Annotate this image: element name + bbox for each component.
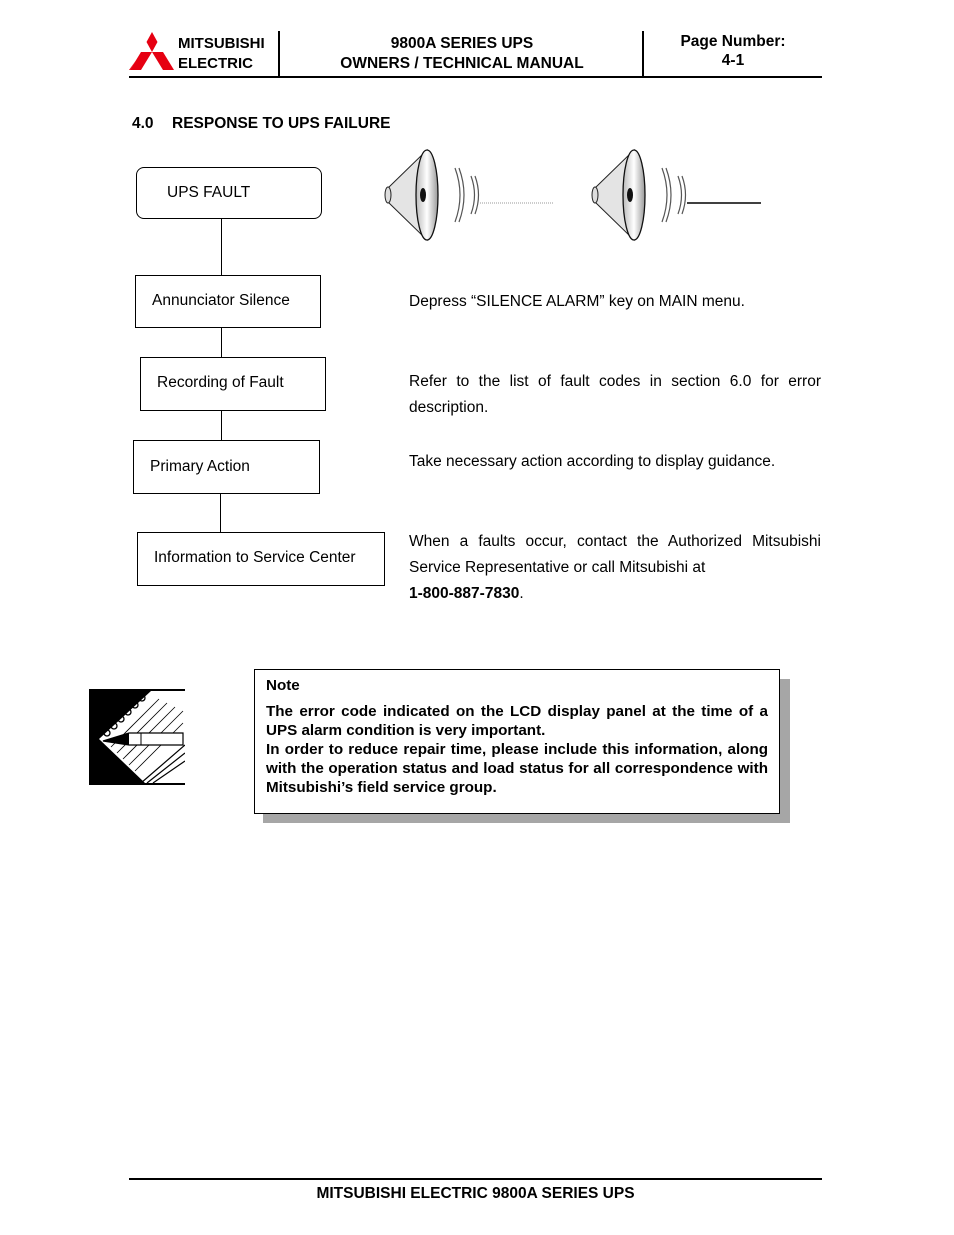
note-title: Note	[266, 677, 300, 694]
footer-text: MITSUBISHI ELECTRIC 9800A SERIES UPS	[316, 1185, 635, 1202]
description-recording: Refer to the list of fault codes in section 6.0 for error description.	[409, 373, 821, 416]
note-paragraph-1: The error code indicated on the LCD display panel at the time of a UPS alarm condition is very important.	[266, 703, 768, 739]
description-service-center	[409, 529, 821, 607]
service-phone: 1-800-887-7830	[409, 585, 520, 602]
footer-rule	[129, 1178, 822, 1180]
flow-label: Primary Action	[150, 458, 250, 475]
header-divider	[278, 31, 280, 77]
mitsubishi-logo	[129, 31, 175, 71]
header-divider	[642, 31, 644, 77]
alarm-horn-icon	[590, 146, 765, 244]
title-line-1: 9800A SERIES UPS	[390, 35, 534, 52]
flow-label: Information to Service Center	[154, 549, 356, 566]
flow-box-information-to-service-center	[137, 532, 385, 586]
page-number	[645, 32, 821, 70]
flow-label: Recording of Fault	[157, 374, 284, 391]
flow-box-primary-action	[133, 440, 320, 494]
page-number-label: Page Number:	[680, 33, 786, 50]
description-primary-action: Take necessary action according to display guidance.	[409, 453, 776, 470]
section-title: RESPONSE TO UPS FAILURE	[172, 115, 391, 132]
flow-box-annunciator-silence	[135, 275, 321, 328]
note-paragraph-2: In order to reduce repair time, please include this information, along with the operation status and load status for all correspondence with Mitsubishi’s field service group.	[266, 741, 768, 796]
brand-line-1: MITSUBISHI	[178, 35, 265, 52]
title-line-2: OWNERS / TECHNICAL MANUAL	[340, 55, 584, 72]
brand-name	[178, 34, 265, 74]
document-title	[282, 34, 642, 74]
flow-connector	[221, 219, 222, 275]
flow-connector	[221, 411, 222, 440]
flow-label: Annunciator Silence	[152, 292, 290, 309]
service-phone-suffix: .	[519, 585, 524, 602]
flow-box-recording-of-fault	[140, 357, 326, 411]
description-silence: Depress “SILENCE ALARM” key on MAIN menu.	[409, 293, 745, 310]
flow-box-ups-fault	[136, 167, 322, 219]
brand-line-2: ELECTRIC	[178, 55, 253, 72]
flow-connector	[220, 494, 221, 532]
note-box	[254, 669, 780, 814]
header-rule	[129, 76, 822, 78]
section-heading	[132, 115, 390, 133]
service-text: When a faults occur, contact the Authorized Mitsubishi Service Representative or call Mitsubishi at	[409, 533, 821, 576]
notebook-pen-icon	[89, 689, 185, 785]
page-number-value: 4-1	[721, 52, 745, 69]
flow-connector	[221, 328, 222, 358]
section-number: 4.0	[132, 115, 154, 132]
alarm-horn-icon	[383, 146, 558, 244]
flow-label: UPS FAULT	[167, 184, 251, 201]
